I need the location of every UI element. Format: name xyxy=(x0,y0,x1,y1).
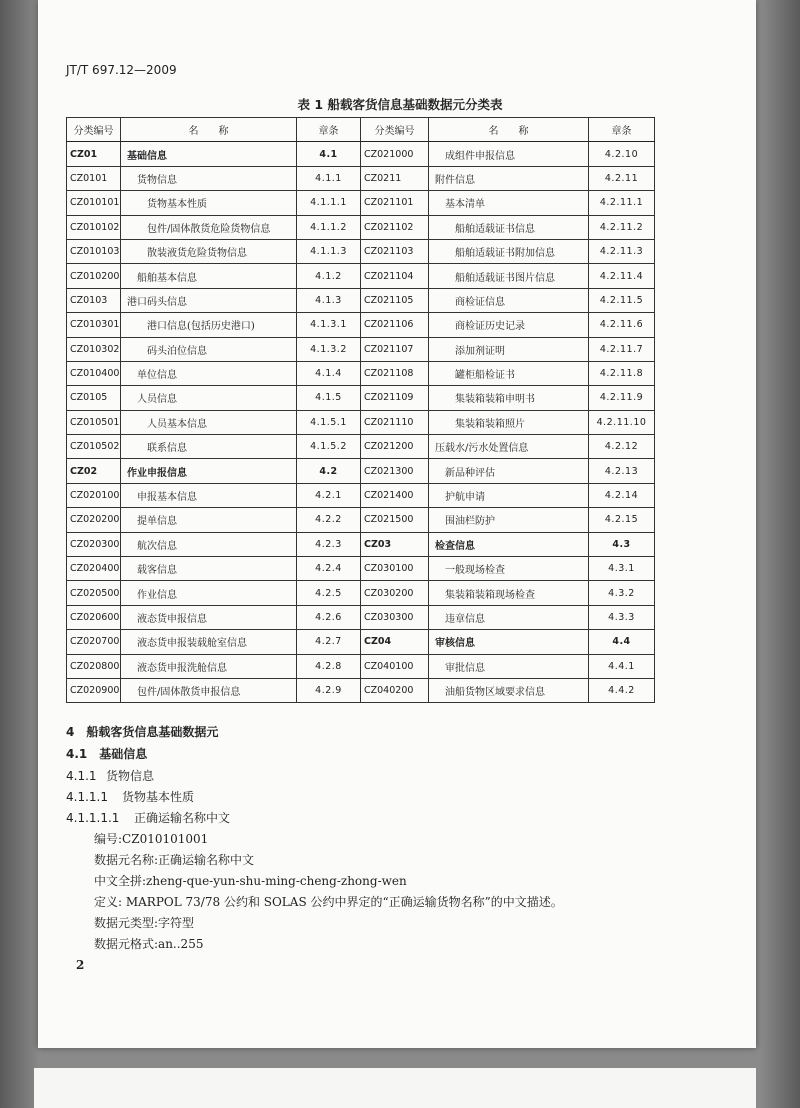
cell-name: 包件/固体散货危险货物信息 xyxy=(121,215,297,239)
subsection-heading: 4.1.1 货物信息 xyxy=(66,769,155,783)
header-clause: 章条 xyxy=(297,118,361,142)
cell-clause: 4.1.5.1 xyxy=(297,410,361,434)
cell-code: CZ021102 xyxy=(361,215,429,239)
detail-line: 中文全拼:zheng-que-yun-shu-ming-cheng-zhong-wen xyxy=(94,874,407,888)
cell-clause: 4.1.5.2 xyxy=(297,435,361,459)
cell-code: CZ030300 xyxy=(361,605,429,629)
cell-name: 护航申请 xyxy=(429,483,589,507)
cell-code: CZ02 xyxy=(67,459,121,483)
cell-code: CZ021106 xyxy=(361,313,429,337)
cell-name: 航次信息 xyxy=(121,532,297,556)
table-row xyxy=(67,581,655,605)
next-page-edge xyxy=(34,1068,756,1108)
cell-name: 商检证信息 xyxy=(429,288,589,312)
cell-clause: 4.2.11.3 xyxy=(589,239,655,263)
cell-code: CZ021110 xyxy=(361,410,429,434)
cell-code: CZ01 xyxy=(67,142,121,166)
cell-name: 违章信息 xyxy=(429,605,589,629)
cell-clause: 4.2.11.6 xyxy=(589,313,655,337)
cell-code: CZ020300 xyxy=(67,532,121,556)
cell-clause: 4.2.9 xyxy=(297,678,361,702)
cell-code: CZ021500 xyxy=(361,508,429,532)
cell-code: CZ010103 xyxy=(67,239,121,263)
cell-code: CZ020400 xyxy=(67,557,121,581)
cell-name: 液态货申报信息 xyxy=(121,605,297,629)
cell-code: CZ021000 xyxy=(361,142,429,166)
table-row xyxy=(67,142,655,166)
cell-code: CZ0101 xyxy=(67,166,121,190)
table-row xyxy=(67,605,655,629)
cell-clause: 4.2.15 xyxy=(589,508,655,532)
cell-clause: 4.4.1 xyxy=(589,654,655,678)
table-row xyxy=(67,630,655,654)
cell-code: CZ010302 xyxy=(67,337,121,361)
table-row xyxy=(67,191,655,215)
cell-clause: 4.2.11.1 xyxy=(589,191,655,215)
section-heading: 4 船载客货信息基础数据元 xyxy=(66,725,219,739)
cell-name: 单位信息 xyxy=(121,361,297,385)
body-sections xyxy=(66,723,666,956)
cell-clause: 4.2.11.7 xyxy=(589,337,655,361)
cell-clause: 4.1.1 xyxy=(297,166,361,190)
table-row xyxy=(67,361,655,385)
cell-name: 油船货物区域要求信息 xyxy=(429,678,589,702)
cell-name: 港口信息(包括历史港口) xyxy=(121,313,297,337)
cell-name: 审核信息 xyxy=(429,630,589,654)
classification-table xyxy=(66,117,655,703)
cell-code: CZ010301 xyxy=(67,313,121,337)
detail-line: 数据元格式:an..255 xyxy=(94,937,204,951)
cell-code: CZ0103 xyxy=(67,288,121,312)
cell-clause: 4.2.1 xyxy=(297,483,361,507)
cell-clause: 4.2.13 xyxy=(589,459,655,483)
cell-clause: 4.2.3 xyxy=(297,532,361,556)
cell-clause: 4.3.1 xyxy=(589,557,655,581)
cell-code: CZ020800 xyxy=(67,654,121,678)
cell-code: CZ020900 xyxy=(67,678,121,702)
cell-name: 基本清单 xyxy=(429,191,589,215)
cell-code: CZ010400 xyxy=(67,361,121,385)
cell-clause: 4.2.11.8 xyxy=(589,361,655,385)
cell-name: 提单信息 xyxy=(121,508,297,532)
table-row xyxy=(67,410,655,434)
cell-clause: 4.2.12 xyxy=(589,435,655,459)
cell-clause: 4.2.11.4 xyxy=(589,264,655,288)
cell-name: 船舶适载证书信息 xyxy=(429,215,589,239)
cell-name: 船舶适载证书附加信息 xyxy=(429,239,589,263)
standard-code: JT/T 697.12—2009 xyxy=(66,63,177,77)
cell-name: 船舶基本信息 xyxy=(121,264,297,288)
cell-clause: 4.1.4 xyxy=(297,361,361,385)
page-number: 2 xyxy=(76,958,85,972)
table-row xyxy=(67,386,655,410)
cell-code: CZ04 xyxy=(361,630,429,654)
cell-code: CZ040100 xyxy=(361,654,429,678)
cell-code: CZ020600 xyxy=(67,605,121,629)
table-row xyxy=(67,288,655,312)
cell-name: 检查信息 xyxy=(429,532,589,556)
cell-name: 审批信息 xyxy=(429,654,589,678)
cell-clause: 4.2.11.9 xyxy=(589,386,655,410)
detail-line: 编号:CZ010101001 xyxy=(94,832,209,846)
cell-clause: 4.3 xyxy=(589,532,655,556)
cell-name: 港口码头信息 xyxy=(121,288,297,312)
cell-code: CZ021400 xyxy=(361,483,429,507)
cell-code: CZ021108 xyxy=(361,361,429,385)
cell-name: 围油栏防护 xyxy=(429,508,589,532)
cell-clause: 4.1.1.1 xyxy=(297,191,361,215)
cell-name: 人员信息 xyxy=(121,386,297,410)
header-name: 名 称 xyxy=(121,118,297,142)
cell-code: CZ021109 xyxy=(361,386,429,410)
table-row xyxy=(67,678,655,702)
cell-clause: 4.1.3.1 xyxy=(297,313,361,337)
cell-clause: 4.1.5 xyxy=(297,386,361,410)
cell-name: 作业申报信息 xyxy=(121,459,297,483)
cell-clause: 4.2.2 xyxy=(297,508,361,532)
cell-code: CZ020100 xyxy=(67,483,121,507)
cell-code: CZ021103 xyxy=(361,239,429,263)
cell-name: 船舶适载证书图片信息 xyxy=(429,264,589,288)
cell-clause: 4.3.2 xyxy=(589,581,655,605)
table-row xyxy=(67,313,655,337)
table-title: 表 1 船载客货信息基础数据元分类表 xyxy=(297,97,503,112)
cell-name: 液态货申报装载舱室信息 xyxy=(121,630,297,654)
cell-clause: 4.2.8 xyxy=(297,654,361,678)
cell-name: 码头泊位信息 xyxy=(121,337,297,361)
detail-line: 定义: MARPOL 73/78 公约和 SOLAS 公约中界定的“正确运输货物名称”的中文描述。 xyxy=(94,895,563,909)
cell-name: 罐柜船检证书 xyxy=(429,361,589,385)
cell-code: CZ021105 xyxy=(361,288,429,312)
table-row xyxy=(67,435,655,459)
cell-clause: 4.4 xyxy=(589,630,655,654)
detail-line: 数据元名称:正确运输名称中文 xyxy=(94,853,255,867)
header-name-2: 名 称 xyxy=(429,118,589,142)
cell-code: CZ010501 xyxy=(67,410,121,434)
cell-clause: 4.2.5 xyxy=(297,581,361,605)
cell-clause: 4.2.10 xyxy=(589,142,655,166)
table-row xyxy=(67,239,655,263)
cell-name: 作业信息 xyxy=(121,581,297,605)
cell-code: CZ010102 xyxy=(67,215,121,239)
cell-code: CZ021101 xyxy=(361,191,429,215)
cell-name: 散装液货危险货物信息 xyxy=(121,239,297,263)
cell-code: CZ0105 xyxy=(67,386,121,410)
cell-clause: 4.2 xyxy=(297,459,361,483)
cell-code: CZ030100 xyxy=(361,557,429,581)
cell-clause: 4.2.11.10 xyxy=(589,410,655,434)
cell-name: 压载水/污水处置信息 xyxy=(429,435,589,459)
subsection-heading: 4.1 基础信息 xyxy=(66,747,148,761)
header-clause-2: 章条 xyxy=(589,118,655,142)
cell-clause: 4.1.3 xyxy=(297,288,361,312)
cell-code: CZ010101 xyxy=(67,191,121,215)
cell-name: 一般现场检查 xyxy=(429,557,589,581)
cell-name: 添加剂证明 xyxy=(429,337,589,361)
cell-name: 液态货申报洗舱信息 xyxy=(121,654,297,678)
table-header-row xyxy=(67,118,655,142)
cell-clause: 4.2.11.2 xyxy=(589,215,655,239)
cell-name: 包件/固体散货申报信息 xyxy=(121,678,297,702)
subsection-heading: 4.1.1.1 货物基本性质 xyxy=(66,790,195,804)
table-row xyxy=(67,508,655,532)
table-row xyxy=(67,215,655,239)
cell-name: 集装箱装箱现场检查 xyxy=(429,581,589,605)
cell-name: 人员基本信息 xyxy=(121,410,297,434)
cell-name: 货物信息 xyxy=(121,166,297,190)
cell-clause: 4.1.1.3 xyxy=(297,239,361,263)
cell-clause: 4.1.3.2 xyxy=(297,337,361,361)
cell-code: CZ021300 xyxy=(361,459,429,483)
cell-name: 成组件申报信息 xyxy=(429,142,589,166)
table-row xyxy=(67,483,655,507)
detail-line: 数据元类型:字符型 xyxy=(94,916,195,930)
cell-code: CZ020700 xyxy=(67,630,121,654)
cell-clause: 4.4.2 xyxy=(589,678,655,702)
table-row xyxy=(67,337,655,361)
cell-clause: 4.2.11.5 xyxy=(589,288,655,312)
cell-name: 申报基本信息 xyxy=(121,483,297,507)
cell-code: CZ030200 xyxy=(361,581,429,605)
subsection-heading: 4.1.1.1.1 正确运输名称中文 xyxy=(66,811,231,825)
cell-name: 集装箱装箱照片 xyxy=(429,410,589,434)
cell-clause: 4.1.1.2 xyxy=(297,215,361,239)
cell-name: 载客信息 xyxy=(121,557,297,581)
header-code: 分类编号 xyxy=(67,118,121,142)
cell-clause: 4.2.4 xyxy=(297,557,361,581)
cell-clause: 4.2.14 xyxy=(589,483,655,507)
cell-code: CZ010200 xyxy=(67,264,121,288)
cell-code: CZ03 xyxy=(361,532,429,556)
cell-code: CZ021104 xyxy=(361,264,429,288)
cell-code: CZ040200 xyxy=(361,678,429,702)
cell-name: 基础信息 xyxy=(121,142,297,166)
cell-clause: 4.1 xyxy=(297,142,361,166)
cell-code: CZ020200 xyxy=(67,508,121,532)
cell-name: 附件信息 xyxy=(429,166,589,190)
table-row xyxy=(67,264,655,288)
table-row xyxy=(67,166,655,190)
cell-code: CZ020500 xyxy=(67,581,121,605)
cell-clause: 4.2.11 xyxy=(589,166,655,190)
cell-name: 新品种评估 xyxy=(429,459,589,483)
cell-clause: 4.2.7 xyxy=(297,630,361,654)
cell-name: 商检证历史记录 xyxy=(429,313,589,337)
cell-code: CZ021200 xyxy=(361,435,429,459)
header-code-2: 分类编号 xyxy=(361,118,429,142)
cell-name: 集装箱装箱申明书 xyxy=(429,386,589,410)
cell-clause: 4.1.2 xyxy=(297,264,361,288)
table-row xyxy=(67,459,655,483)
cell-clause: 4.3.3 xyxy=(589,605,655,629)
cell-name: 联系信息 xyxy=(121,435,297,459)
cell-code: CZ021107 xyxy=(361,337,429,361)
table-row xyxy=(67,557,655,581)
cell-code: CZ0211 xyxy=(361,166,429,190)
table-row xyxy=(67,654,655,678)
cell-code: CZ010502 xyxy=(67,435,121,459)
cell-name: 货物基本性质 xyxy=(121,191,297,215)
cell-clause: 4.2.6 xyxy=(297,605,361,629)
table-row xyxy=(67,532,655,556)
